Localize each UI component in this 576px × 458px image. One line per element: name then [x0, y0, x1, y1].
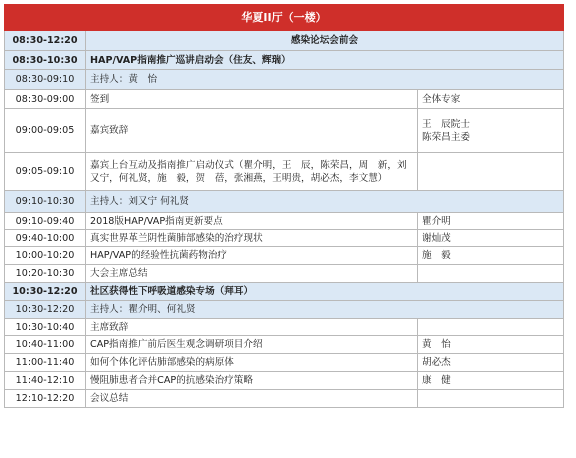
speaker-cell: [418, 90, 564, 109]
schedule-table: [4, 4, 564, 408]
time-cell: 08:30-10:30: [5, 51, 86, 70]
time-cell: 10:30-12:20: [5, 283, 86, 301]
schedule-row: [5, 372, 564, 390]
speaker-name: 瞿介明: [422, 215, 451, 227]
speaker-name: 谢灿茂: [422, 232, 451, 244]
time-cell: 09:40-10:00: [5, 230, 86, 247]
schedule-row: [5, 153, 564, 191]
time-cell: 10:30-12:20: [5, 301, 86, 319]
schedule-row: [5, 230, 564, 247]
topic-cell: 2018版HAP/VAP指南更新要点: [86, 213, 418, 230]
speaker-name: 黄 怡: [422, 339, 451, 350]
speaker-cell: [418, 336, 564, 354]
speaker-name: 王 辰院士: [422, 118, 470, 130]
speaker-name: 胡必杰: [422, 357, 451, 368]
schedule-row: [5, 390, 564, 408]
topic-cell: 主持人：瞿介明、何礼贤: [86, 301, 564, 319]
schedule-table-wrapper: [4, 4, 563, 408]
speaker-cell: [418, 265, 564, 283]
schedule-row: [5, 70, 564, 90]
time-cell: 10:20-10:30: [5, 265, 86, 283]
schedule-row: [5, 336, 564, 354]
topic-cell: 真实世界革兰阴性菌肺部感染的治疗现状: [86, 230, 418, 247]
time-cell: 09:10-10:30: [5, 191, 86, 213]
time-cell: 09:05-09:10: [5, 153, 86, 191]
speaker-name: 康 健: [422, 375, 451, 386]
topic-cell: 主席致辞: [86, 319, 418, 336]
schedule-row: [5, 109, 564, 153]
time-cell: 10:40-11:00: [5, 336, 86, 354]
time-cell: 11:40-12:10: [5, 372, 86, 390]
topic-cell: CAP指南推广前后医生观念调研项目介绍: [86, 336, 418, 354]
time-cell: 09:10-09:40: [5, 213, 86, 230]
hall-title: 华夏II厅（一楼）: [5, 5, 564, 31]
time-cell: 09:00-09:05: [5, 109, 86, 153]
topic-cell: 嘉宾上台互动及指南推广启动仪式（瞿介明，王 辰，陈荣昌，周 新，刘又宁，何礼贤，施 毅，贺 蓓，张湘燕，王明贵，胡必杰，李文慧）: [86, 153, 418, 191]
speaker-cell: [418, 230, 564, 247]
topic-cell: 慢阻肺患者合并CAP的抗感染治疗策略: [86, 372, 418, 390]
time-cell: 08:30-12:20: [5, 31, 86, 51]
schedule-row: [5, 31, 564, 51]
speaker-name: 施 毅: [422, 250, 451, 261]
speaker-cell: [418, 153, 564, 191]
schedule-row: [5, 51, 564, 70]
time-cell: 10:30-10:40: [5, 319, 86, 336]
topic-cell: 嘉宾致辞: [86, 109, 418, 153]
speaker-cell: [418, 390, 564, 408]
topic-cell: 感染论坛会前会: [86, 31, 564, 51]
speaker-name: 陈荣昌主委: [422, 131, 470, 143]
speaker-cell: [418, 372, 564, 390]
topic-cell: 如何个体化评估肺部感染的病原体: [86, 354, 418, 372]
speaker-cell: [418, 213, 564, 230]
speaker-name: 全体专家: [422, 93, 461, 105]
schedule-row: [5, 90, 564, 109]
time-cell: 12:10-12:20: [5, 390, 86, 408]
topic-cell: 主持人：黄 怡: [86, 70, 564, 90]
schedule-row: [5, 265, 564, 283]
time-cell: 08:30-09:10: [5, 70, 86, 90]
hall-title-row: [5, 5, 564, 31]
time-cell: 08:30-09:00: [5, 90, 86, 109]
speaker-cell: [418, 354, 564, 372]
schedule-row: [5, 247, 564, 265]
schedule-row: [5, 319, 564, 336]
topic-cell: HAP/VAP的经验性抗菌药物治疗: [86, 247, 418, 265]
topic-cell: 社区获得性下呼吸道感染专场（拜耳）: [86, 283, 564, 301]
topic-cell: HAP/VAP指南推广巡讲启动会（住友、辉瑞）: [86, 51, 564, 70]
speaker-cell: [418, 247, 564, 265]
schedule-row: [5, 213, 564, 230]
time-cell: 11:00-11:40: [5, 354, 86, 372]
topic-cell: 签到: [86, 90, 418, 109]
schedule-row: [5, 301, 564, 319]
time-cell: 10:00-10:20: [5, 247, 86, 265]
schedule-row: [5, 354, 564, 372]
schedule-row: [5, 191, 564, 213]
speaker-cell: [418, 109, 564, 153]
topic-cell: 大会主席总结: [86, 265, 418, 283]
topic-cell: 会议总结: [86, 390, 418, 408]
speaker-cell: [418, 319, 564, 336]
schedule-row: [5, 283, 564, 301]
topic-cell: 主持人：刘又宁 何礼贤: [86, 191, 564, 213]
